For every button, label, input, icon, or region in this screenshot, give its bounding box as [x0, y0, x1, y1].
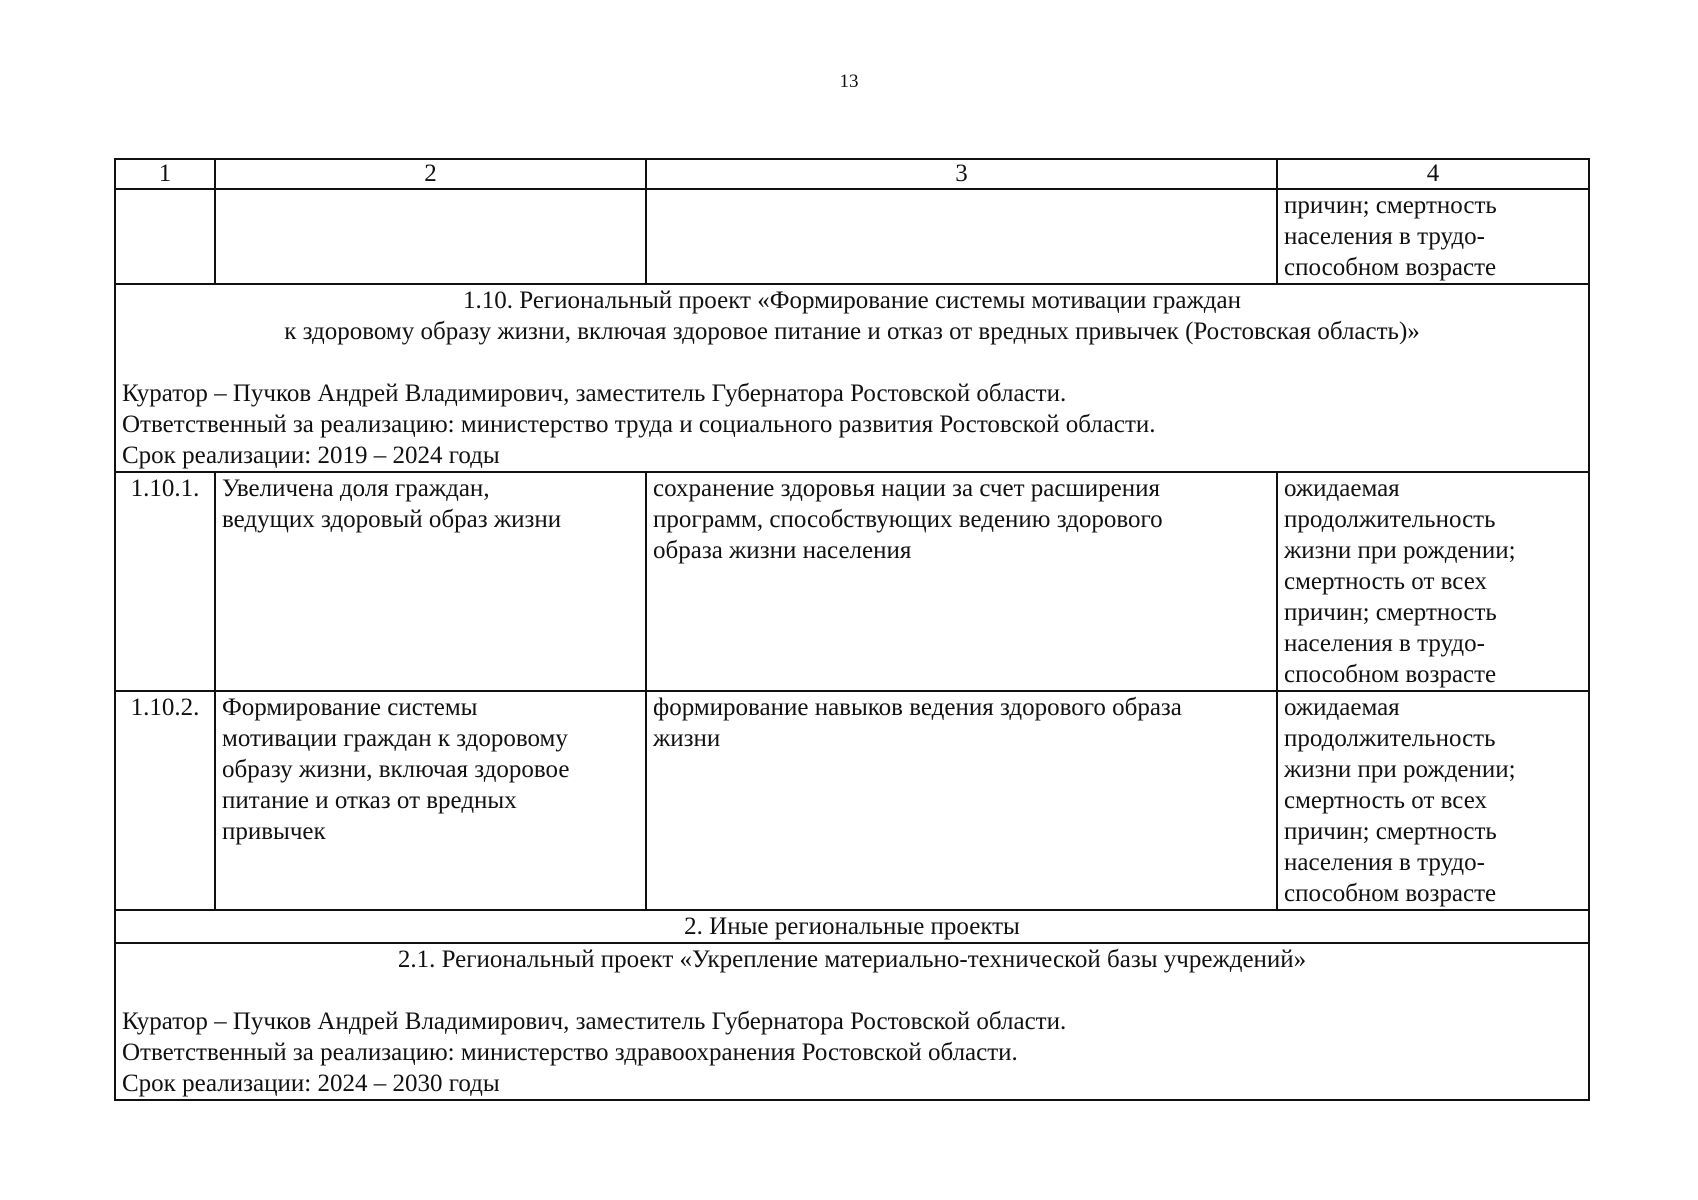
row-indicators-line: населения в трудо-	[1284, 630, 1485, 657]
row-description-line: образа жизни населения	[653, 537, 912, 564]
header-col-4: 4	[1277, 159, 1589, 189]
section-2-row	[115, 910, 1589, 943]
row-indicators-line: способном возрасте	[1284, 880, 1497, 907]
header-col-2: 2	[215, 159, 646, 189]
row-indicators-line: причин; смертность	[1284, 599, 1497, 626]
row-indicators-cell	[1277, 691, 1589, 910]
spacer	[122, 975, 1582, 1006]
continuation-col-1	[115, 189, 215, 284]
continuation-col-3	[646, 189, 1277, 284]
row-result-line: Формирование системы	[222, 694, 478, 721]
row-number: 1.10.1.	[115, 472, 215, 691]
row-result-cell	[215, 691, 646, 910]
row-result-line: ведущих здоровый образ жизни	[222, 506, 562, 533]
section-1-10-title-line2: к здоровому образу жизни, включая здоровое питание и отказ от вредных привычек (Ростовская область)»	[284, 318, 1420, 345]
row-indicators-line: смертность от всех	[1284, 568, 1487, 595]
row-indicators-line: способном возрасте	[1284, 661, 1497, 688]
section-2-1-title: 2.1. Региональный проект «Укрепление материально-технической базы учреждений»	[397, 946, 1307, 973]
continuation-col-2	[215, 189, 646, 284]
continuation-col4-line: причин; смертность	[1284, 192, 1497, 219]
section-1-10-cell	[115, 284, 1589, 472]
section-2-1-period: Срок реализации: 2024 – 2030 годы	[122, 1070, 500, 1097]
projects-table	[114, 158, 1590, 1101]
row-result-cell	[215, 472, 646, 691]
row-indicators-line: населения в трудо-	[1284, 849, 1485, 876]
row-result-line: образу жизни, включая здоровое	[222, 756, 570, 783]
row-indicators-line: причин; смертность	[1284, 818, 1497, 845]
row-description-cell	[646, 691, 1277, 910]
row-result-line: питание и отказ от вредных	[222, 787, 517, 814]
row-indicators-line: продолжительность	[1284, 725, 1496, 752]
continuation-col-4	[1277, 189, 1589, 284]
table-row-1-10-2	[115, 691, 1589, 910]
section-2-title: 2. Иные региональные проекты	[115, 910, 1589, 943]
row-result-line: Увеличена доля граждан,	[222, 475, 490, 502]
row-description-line: программ, способствующих ведению здорового	[653, 506, 1163, 533]
table-header-row	[115, 159, 1589, 189]
row-indicators-line: ожидаемая	[1284, 694, 1400, 721]
page-number: 13	[839, 71, 859, 92]
section-2-1-row	[115, 943, 1589, 1100]
row-indicators-line: продолжительность	[1284, 506, 1496, 533]
section-1-10-title-line1: 1.10. Региональный проект «Формирование системы мотивации граждан	[463, 287, 1241, 314]
section-1-10-curator: Куратор – Пучков Андрей Владимирович, заместитель Губернатора Ростовской области.	[122, 380, 1067, 407]
row-indicators-line: жизни при рождении;	[1284, 756, 1516, 783]
row-indicators-line: ожидаемая	[1284, 475, 1400, 502]
spacer	[122, 347, 1582, 378]
row-description-cell	[646, 472, 1277, 691]
section-2-1-responsible: Ответственный за реализацию: министерство здравоохранения Ростовской области.	[122, 1039, 1018, 1066]
section-2-1-cell	[115, 943, 1589, 1100]
row-description-line: формирование навыков ведения здорового образа	[653, 694, 1182, 721]
continuation-row	[115, 189, 1589, 284]
continuation-col4-line: способном возрасте	[1284, 254, 1497, 281]
row-description-line: жизни	[653, 725, 721, 752]
row-result-line: привычек	[222, 818, 326, 845]
section-2-1-curator: Куратор – Пучков Андрей Владимирович, заместитель Губернатора Ростовской области.	[122, 1008, 1067, 1035]
row-description-line: сохранение здоровья нации за счет расширения	[653, 475, 1160, 502]
header-col-1: 1	[115, 159, 215, 189]
header-col-3: 3	[646, 159, 1277, 189]
row-indicators-line: жизни при рождении;	[1284, 537, 1516, 564]
row-result-line: мотивации граждан к здоровому	[222, 725, 568, 752]
continuation-col4-line: населения в трудо-	[1284, 223, 1485, 250]
section-1-10-responsible: Ответственный за реализацию: министерство труда и социального развития Ростовской области.	[122, 411, 1156, 438]
section-1-10-row	[115, 284, 1589, 472]
row-indicators-cell	[1277, 472, 1589, 691]
section-1-10-period: Срок реализации: 2019 – 2024 годы	[122, 442, 500, 469]
row-number: 1.10.2.	[115, 691, 215, 910]
table-row-1-10-1	[115, 472, 1589, 691]
row-indicators-line: смертность от всех	[1284, 787, 1487, 814]
